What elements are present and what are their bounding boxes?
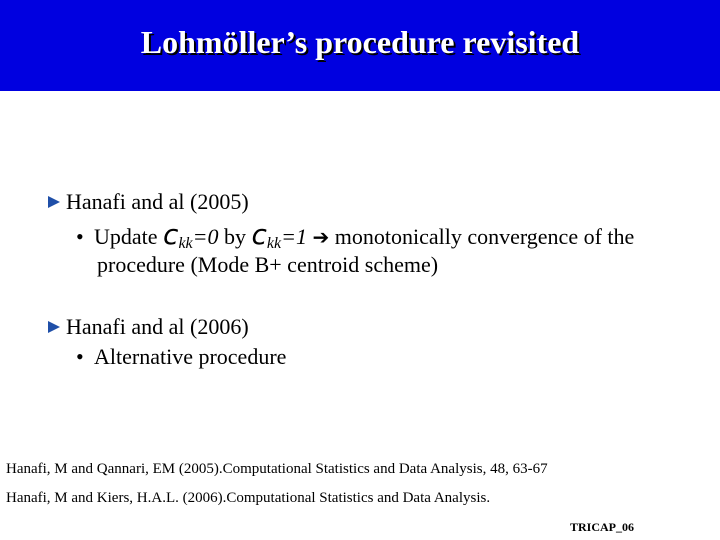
update-rest: monotonically convergence of the [329,224,635,249]
right-arrow-icon: ➔ [312,225,330,249]
bullet-hanafi-2006 [48,314,249,340]
slide-title: Lohmöller’s procedure revisited [140,24,580,60]
by-word: by [218,224,252,249]
reference-2: Hanafi, M and Kiers, H.A.L. (2006).Computational Statistics and Data Analysis. [6,490,491,506]
math-eq: =1 [281,224,307,249]
reference-1: Hanafi, M and Qannari, EM (2005).Computational Statistics and Data Analysis, 48, 63-67 [6,461,548,477]
math-c: c [251,218,267,251]
math-ckk-0 [163,218,219,252]
update-prefix: Update [94,224,164,249]
dot-bullet-icon: • [76,224,84,249]
math-subscript: kk [178,235,193,252]
bullet-label: Hanafi and al (2005) [66,189,249,214]
bullet-hanafi-2005 [48,189,249,215]
triangle-bullet-icon [48,321,60,333]
math-eq: =0 [192,224,219,249]
alternative-text: Alternative procedure [94,344,287,369]
math-subscript: kk [266,235,282,252]
sub-bullet-alternative [76,342,286,372]
triangle-bullet-icon [48,196,60,208]
title-bar [0,0,720,91]
dot-bullet-icon: • [76,344,84,369]
footer-tag: TRICAP_06 [570,520,635,534]
math-c: c [163,218,179,251]
bullet-label: Hanafi and al (2006) [66,314,249,339]
math-ckk-1 [251,218,307,252]
sub-bullet-update-line2: procedure (Mode B+ centroid scheme) [97,252,439,277]
